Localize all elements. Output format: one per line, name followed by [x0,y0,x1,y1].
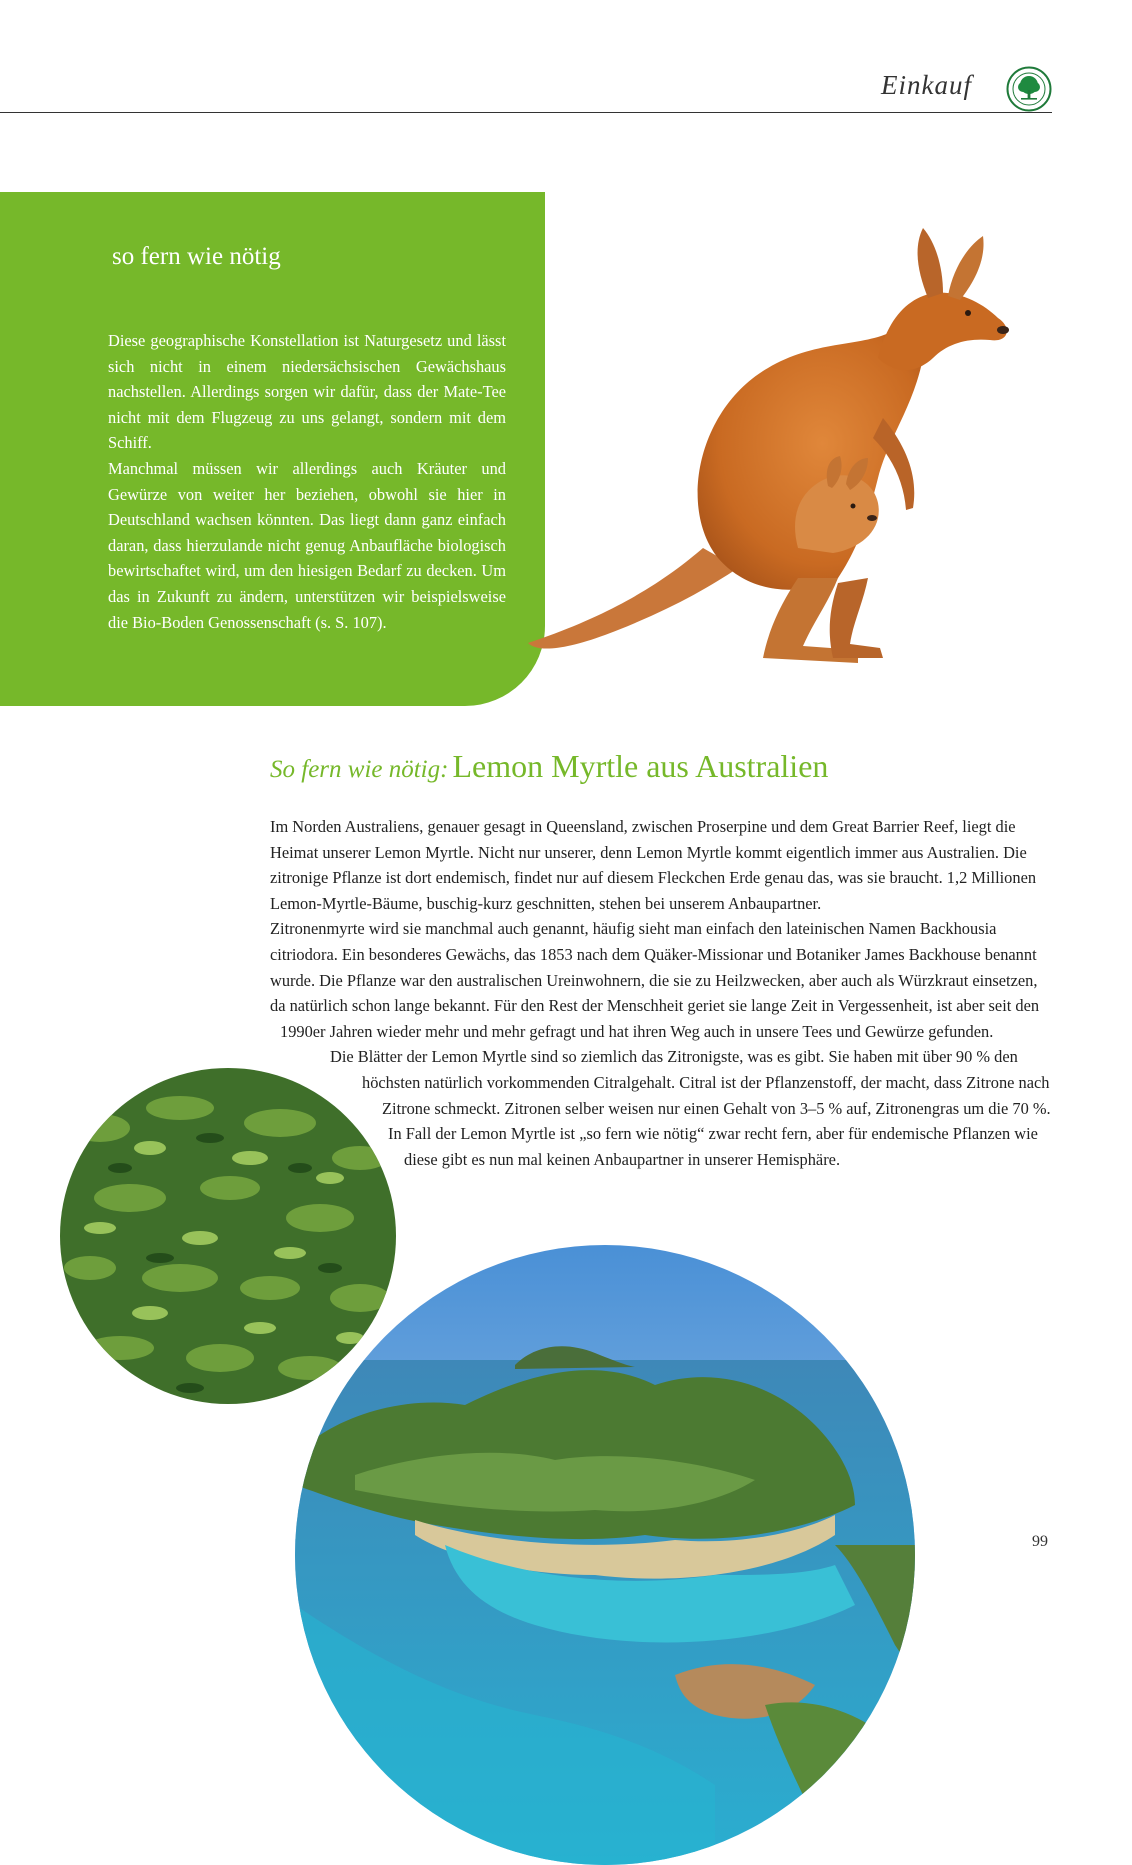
sidebar-box-title: so fern wie nötig [112,243,281,270]
header-rule [0,112,1052,113]
article-paragraph: Zitronenmyrte wird sie manchmal auch genannt, häufig sieht man einfach den lateinischen Namen Backhousia citriodora. Ein besonderes Gewächs, das 1853 nach dem Quäker-Missionar und Botaniker James Backhouse benannt wurde. Die Pflanze war den australischen Ureinwohnern, die sie zu Heilzwecken, aber auch als Würzkraut einsetzen, da natürlich schon lange bekannt. Für den Rest der Menschheit geriet sie lange Zeit in Vergessenheit, ist aber seit den 1990er Jahren wieder mehr und mehr gefragt und hat ihren Weg auch in unsere Tees und Gewürze gefunden. [270,919,1040,1041]
section-title: Einkauf [881,70,972,100]
article-paragraph: Im Norden Australiens, genauer gesagt in Queensland, zwischen Proserpine und dem Great Barrier Reef, liegt die Heimat unserer Lemon Myrtle. Nicht nur unserer, denn Lemon Myrtle kommt eigentlich immer aus Australien. Die zitronige Pflanze ist dort endemisch, findet nur auf diesem Fleckchen Erde genau das, was sie braucht. 1,2 Millionen Lemon-Myrtle-Bäume, buschig-kurz geschnitten, stehen bei unserem Anbaupartner. [270,817,1037,913]
article-paragraph: Die Blätter der Lemon Myrtle sind so ziemlich das Zitronigste, was es gibt. Sie haben mit über 90 % den höchsten natürlich vorkommenden Citralgehalt. Citral ist der Pflanzenstoff, der macht, dass Zitrone nach Zitrone schmeckt. Zitronen selber weisen nur einen Gehalt von 3–5 % auf, Zitronengras um die 70 %. [330,1047,1051,1118]
sidebar-box-text [108,328,506,635]
article-title-main: Lemon Myrtle aus Australien [452,748,829,784]
whitsunday-islands-aerial-photo [295,1245,915,1865]
article-title [270,748,828,785]
sidebar-paragraph: Diese geographische Konstellation ist Naturgesetz und lässt sich nicht in einem niedersächsischen Gewächshaus nachstellen. Allerdings sorgen wir dafür, dass der Mate-Tee nicht mit dem Flugzeug zu uns gelangt, sondern mit dem Schiff. [108,331,506,453]
lemon-myrtle-bushes-photo [60,1068,396,1404]
lebensbaum-tree-logo-icon [1006,66,1052,112]
article-paragraph: In Fall der Lemon Myrtle ist „so fern wie nötig“ zwar recht fern, aber für endemische Pflanzen wie diese gibt es nun mal keinen Anbaupartner in unserer Hemisphäre. [388,1124,1038,1169]
sidebar-paragraph: Manchmal müssen wir allerdings auch Kräuter und Gewürze von weiter her beziehen, obwohl sie hier in Deutschland wachsen könnten. Das liegt dann ganz einfach daran, dass hierzulande nicht genug Anbaufläche biologisch bewirtschaftet wird, um den hiesigen Bedarf zu decken. Um das in Zukunft zu ändern, unterstützen wir beispielsweise die Bio-Boden Genossenschaft (s. S. 107). [108,458,506,632]
kangaroo-with-joey-photo [528,218,1048,688]
page-number: 99 [1032,1533,1048,1550]
article-title-kicker: So fern wie nötig: [270,756,449,783]
